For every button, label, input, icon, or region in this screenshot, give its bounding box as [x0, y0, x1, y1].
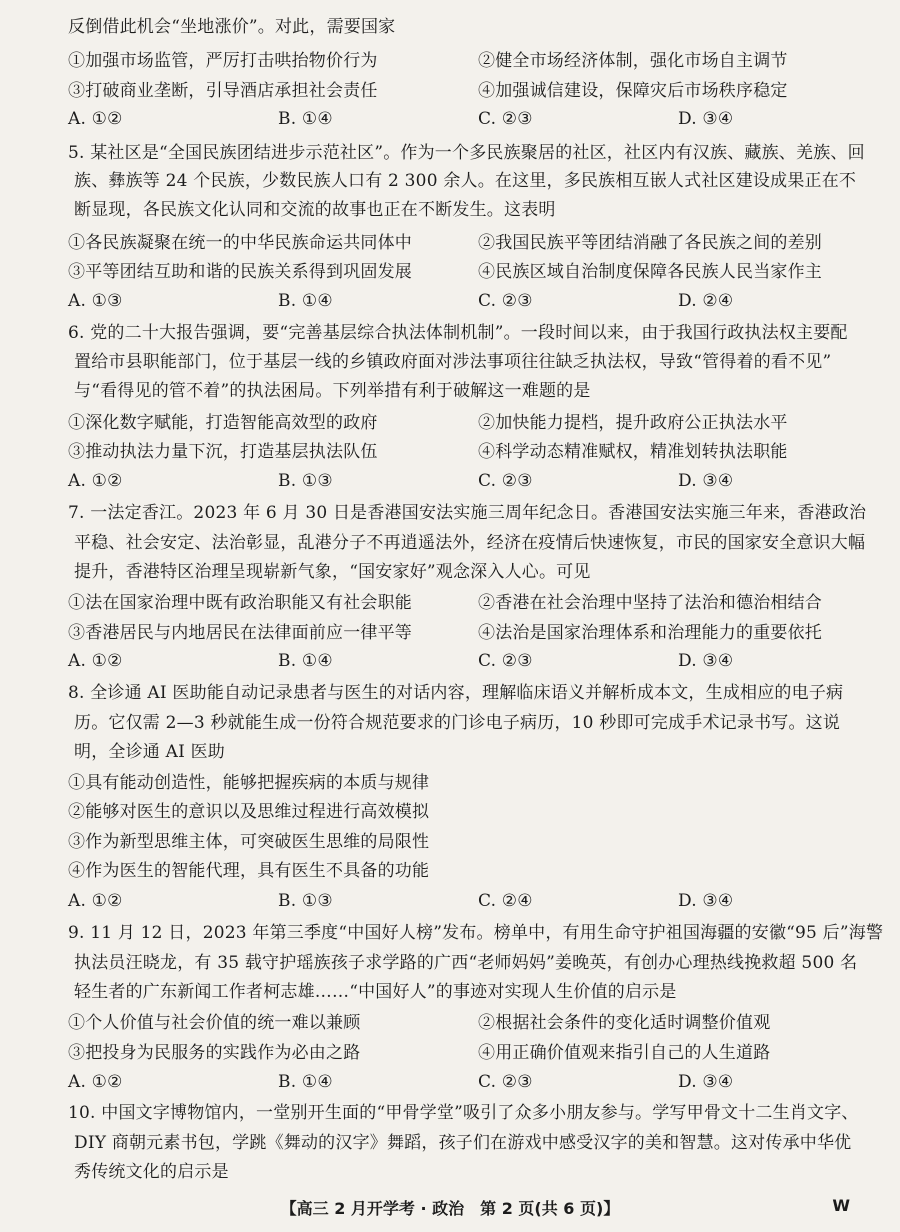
- q6-stem-line2: 置给市县职能部门，位于基层一线的乡镇政府面对涉法事项往往缺乏执法权，导致“管得着的看不见”: [74, 352, 832, 372]
- q6-answer-a: A. ①②: [68, 471, 123, 491]
- q7-answer-c: C. ②③: [478, 651, 533, 671]
- q7-stem-line1: 7. 一法定香江。2023 年 6 月 30 日是香港国安法实施三周年纪念日。香港国安法实施三年来，香港政治: [68, 503, 867, 523]
- q8-stem-line1: 8. 全诊通 AI 医助能自动记录患者与医生的对话内容，理解临床语义并解析成本文，生成相应的电子病: [68, 683, 844, 703]
- q7-option-3: ③香港居民与内地居民在法律面前应一律平等: [68, 623, 412, 643]
- q9-answer-b: B. ①④: [278, 1072, 333, 1092]
- q5-answer-d: D. ②④: [678, 291, 734, 311]
- q4-option-1: ①加强市场监管，严厉打击哄抬物价行为: [68, 51, 378, 71]
- q6-option-3: ③推动执法力量下沉，打造基层执法队伍: [68, 442, 378, 462]
- q8-option-1: ①具有能动创造性，能够把握疾病的本质与规律: [68, 773, 430, 793]
- q7-stem-line3: 提升，香港特区治理呈现崭新气象，“国安家好”观念深入人心。可见: [74, 562, 591, 582]
- q5-answer-a: A. ①③: [68, 291, 123, 311]
- q5-answer-b: B. ①④: [278, 291, 333, 311]
- q7-option-1: ①法在国家治理中既有政治职能又有社会职能: [68, 593, 412, 613]
- q8-option-2: ②能够对医生的意识以及思维过程进行高效模拟: [68, 802, 430, 822]
- q5-option-2: ②我国民族平等团结消融了各民族之间的差别: [478, 233, 822, 253]
- q6-option-2: ②加快能力提档，提升政府公正执法水平: [478, 413, 788, 433]
- q4-option-2: ②健全市场经济体制，强化市场自主调节: [478, 51, 788, 71]
- q10-stem-line3: 秀传统文化的启示是: [74, 1162, 229, 1182]
- q4-answer-c: C. ②③: [478, 109, 533, 129]
- q6-stem-line1: 6. 党的二十大报告强调，要“完善基层综合执法体制机制”。一段时间以来，由于我国行政执法权主要配: [68, 323, 848, 343]
- q9-answer-a: A. ①②: [68, 1072, 123, 1092]
- q8-answer-b: B. ①③: [278, 891, 333, 911]
- q10-stem-line2: DIY 商朝元素书包，学跳《舞动的汉字》舞蹈，孩子们在游戏中感受汉字的美和智慧。这对传承中华优: [74, 1133, 852, 1153]
- q7-answer-a: A. ①②: [68, 651, 123, 671]
- q8-option-4: ④作为医生的智能代理，具有医生不具备的功能: [68, 861, 430, 881]
- q5-stem-line1: 5. 某社区是“全国民族团结进步示范社区”。作为一个多民族聚居的社区，社区内有汉族、藏族、羌族、回: [68, 143, 865, 163]
- q7-answer-b: B. ①④: [278, 651, 333, 671]
- q6-answer-c: C. ②③: [478, 471, 533, 491]
- q4-stem: 反倒借此机会“坐地涨价”。对此，需要国家: [68, 17, 396, 37]
- q6-answer-d: D. ③④: [678, 471, 734, 491]
- q4-answer-a: A. ①②: [68, 109, 123, 129]
- q6-stem-line3: 与“看得见的管不着”的执法困局。下列举措有利于破解这一难题的是: [74, 381, 591, 401]
- footer-mark: W: [832, 1196, 850, 1215]
- q8-stem-line2: 历。它仅需 2—3 秒就能生成一份符合规范要求的门诊电子病历，10 秒即可完成手术记录书写。这说: [74, 713, 841, 733]
- q8-answer-c: C. ②④: [478, 891, 533, 911]
- q10-stem-line1: 10. 中国文字博物馆内，一堂别开生面的“甲骨学堂”吸引了众多小朋友参与。学写甲骨文十二生肖文字、: [68, 1103, 859, 1123]
- q9-answer-c: C. ②③: [478, 1072, 533, 1092]
- q9-answer-d: D. ③④: [678, 1072, 734, 1092]
- q9-option-2: ②根据社会条件的变化适时调整价值观: [478, 1013, 771, 1033]
- q5-answer-c: C. ②③: [478, 291, 533, 311]
- q9-option-1: ①个人价值与社会价值的统一难以兼顾: [68, 1013, 361, 1033]
- q5-stem-line3: 断显现，各民族文化认同和交流的故事也正在不断发生。这表明: [74, 200, 556, 220]
- q8-answer-d: D. ③④: [678, 891, 734, 911]
- q6-answer-b: B. ①③: [278, 471, 333, 491]
- q8-option-3: ③作为新型思维主体，可突破医生思维的局限性: [68, 832, 430, 852]
- q7-option-2: ②香港在社会治理中坚持了法治和德治相结合: [478, 593, 822, 613]
- footer-text: 【高三 2 月开学考 · 政治 第 2 页(共 6 页)】: [280, 1199, 620, 1218]
- q8-answer-a: A. ①②: [68, 891, 123, 911]
- q7-option-4: ④法治是国家治理体系和治理能力的重要依托: [478, 623, 822, 643]
- q8-stem-line3: 明，全诊通 AI 医助: [74, 742, 225, 762]
- q4-answer-b: B. ①④: [278, 109, 333, 129]
- q4-option-3: ③打破商业垄断，引导酒店承担社会责任: [68, 81, 378, 101]
- q9-option-4: ④用正确价值观来指引自己的人生道路: [478, 1043, 771, 1063]
- q5-option-4: ④民族区域自治制度保障各民族人民当家作主: [478, 262, 822, 282]
- q9-stem-line2: 执法员汪晓龙，有 35 载守护瑶族孩子求学路的广西“老师妈妈”姜晚英，有创办心理热线挽救超 500 名: [74, 953, 858, 973]
- q5-stem-line2: 族、彝族等 24 个民族，少数民族人口有 2 300 余人。在这里，多民族相互嵌人式社区建设成果正在不: [74, 171, 857, 191]
- q4-answer-d: D. ③④: [678, 109, 734, 129]
- q7-answer-d: D. ③④: [678, 651, 734, 671]
- q6-option-1: ①深化数字赋能，打造智能高效型的政府: [68, 413, 378, 433]
- q5-option-1: ①各民族凝聚在统一的中华民族命运共同体中: [68, 233, 412, 253]
- q9-stem-line3: 轻生者的广东新闻工作者柯志雄……“中国好人”的事迹对实现人生价值的启示是: [74, 982, 677, 1002]
- q5-option-3: ③平等团结互助和谐的民族关系得到巩固发展: [68, 262, 412, 282]
- page-footer: [0, 1196, 900, 1219]
- q9-stem-line1: 9. 11 月 12 日，2023 年第三季度“中国好人榜”发布。榜单中，有用生命守护祖国海疆的安徽“95 后”海警: [68, 923, 884, 943]
- q6-option-4: ④科学动态精准赋权，精准划转执法职能: [478, 442, 788, 462]
- q9-option-3: ③把投身为民服务的实践作为必由之路: [68, 1043, 361, 1063]
- q7-stem-line2: 平稳、社会安定、法治彰显，乱港分子不再逍遥法外，经济在疫情后快速恢复，市民的国家安全意识大幅: [74, 533, 866, 553]
- q4-option-4: ④加强诚信建设，保障灾后市场秩序稳定: [478, 81, 788, 101]
